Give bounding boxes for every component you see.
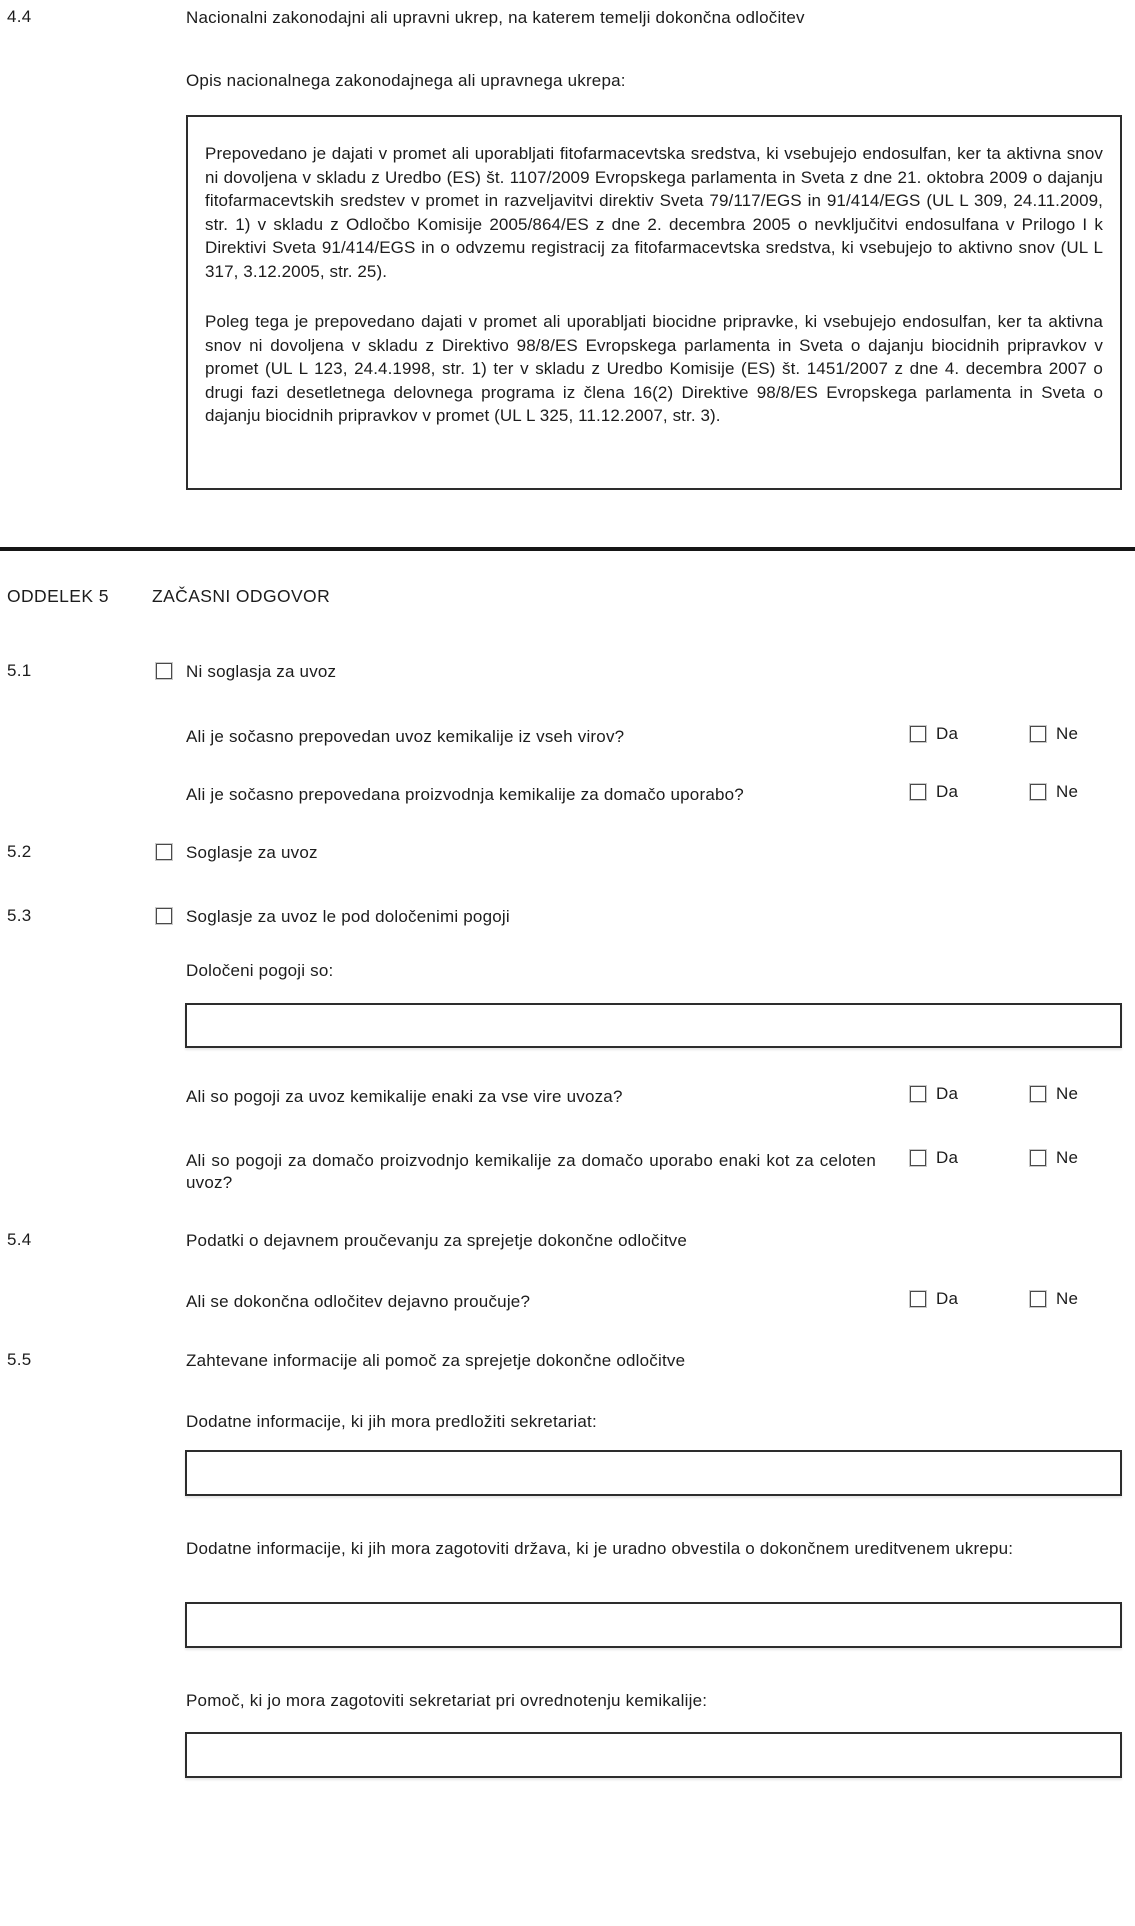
no-label: Ne [1056, 1084, 1079, 1103]
item-number-5-5: 5.5 [7, 1350, 32, 1369]
q-same-conditions-no-checkbox[interactable] [1030, 1086, 1046, 1102]
consent-checkbox[interactable] [156, 844, 172, 860]
no-label: Ne [1056, 1148, 1079, 1167]
state-info-label: Dodatne informacije, ki jih mora zagotoviti država, ki je uradno obvestila o dokončnem ureditvenem ukrepu: [186, 1539, 1014, 1558]
consent-label: Soglasje za uvoz [186, 843, 318, 862]
q-import-banned-no-option[interactable] [1030, 724, 1078, 744]
item-title-5-5: Zahtevane informacije ali pomoč za sprejetje dokončne odločitve [186, 1351, 686, 1370]
conditions-label: Določeni pogoji so: [186, 961, 334, 980]
q-active-consideration-text: Ali se dokončna odločitev dejavno proučuje? [186, 1292, 531, 1311]
conditional-consent-checkbox[interactable] [156, 908, 172, 924]
yes-label: Da [936, 1084, 959, 1103]
conditional-consent-label: Soglasje za uvoz le pod določenimi pogoji [186, 907, 510, 926]
q-same-conditions-text: Ali so pogoji za uvoz kemikalije enaki za vse vire uvoza? [186, 1087, 623, 1106]
q-import-banned-text: Ali je sočasno prepovedan uvoz kemikalije iz vseh virov? [186, 727, 625, 746]
section-5-title: ZAČASNI ODGOVOR [152, 586, 331, 606]
q-same-conditions-yes-option[interactable] [910, 1084, 958, 1104]
q-domestic-conditions-text: Ali so pogoji za domačo proizvodnjo kemikalije za domačo uporabo enaki kot za celoten uvoz? [186, 1151, 876, 1192]
item-title-5-4: Podatki o dejavnem proučevanju za sprejetje dokončne odločitve [186, 1231, 687, 1250]
yes-label: Da [936, 724, 959, 743]
assistance-input-box[interactable] [185, 1732, 1122, 1778]
national-measure-description-box [186, 115, 1122, 490]
no-consent-checkbox[interactable] [156, 663, 172, 679]
conditions-input-box[interactable] [185, 1003, 1122, 1048]
q-domestic-conditions-yes-option[interactable] [910, 1148, 958, 1168]
q-domestic-conditions-no-option[interactable] [1030, 1148, 1078, 1168]
no-label: Ne [1056, 1289, 1079, 1308]
yes-label: Da [936, 1289, 959, 1308]
q-production-banned-yes-option[interactable] [910, 782, 958, 802]
q-production-banned-yes-checkbox[interactable] [910, 784, 926, 800]
no-label: Ne [1056, 782, 1079, 801]
item-number-5-1: 5.1 [7, 661, 32, 680]
description-paragraph-2: Poleg tega je prepovedano dajati v promet ali uporabljati biocidne pripravke, ki vsebujejo endosulfan, ker ta aktivna snov ni dovoljena v skladu z Direktivo 98/8/ES Evropskega parlamenta in Sveta o dajanju biocidnih pripravkov v promet (UL L 123, 24.4.1998, str. 1) ter v skladu z Uredbo Komisije (ES) št. 1451/2007 z dne 4. decembra 2007 o drugi fazi desetletnega delovnega programa iz člena 16(2) Direktive 98/8/ES Evropskega parlamenta in Sveta o dajanju biocidnih pripravkov v promet (UL L 325, 11.12.2007, str. 3). [205, 312, 1103, 425]
item-number-5-2: 5.2 [7, 842, 32, 861]
description-label: Opis nacionalnega zakonodajnega ali upravnega ukrepa: [186, 71, 626, 90]
item-number-4-4: 4.4 [7, 7, 32, 26]
item-number-5-4: 5.4 [7, 1230, 32, 1249]
q-active-consideration-yes-option[interactable] [910, 1289, 958, 1309]
no-label: Ne [1056, 724, 1079, 743]
q-import-banned-yes-option[interactable] [910, 724, 958, 744]
item-title-4-4: Nacionalni zakonodajni ali upravni ukrep, na katerem temelji dokončna odločitev [186, 8, 805, 27]
q-domestic-conditions-yes-checkbox[interactable] [910, 1150, 926, 1166]
item-number-5-3: 5.3 [7, 906, 32, 925]
q-import-banned-no-checkbox[interactable] [1030, 726, 1046, 742]
q-import-banned-yes-checkbox[interactable] [910, 726, 926, 742]
section-divider-rule [0, 547, 1135, 551]
q-production-banned-text: Ali je sočasno prepovedana proizvodnja kemikalije za domačo uporabo? [186, 785, 744, 804]
q-production-banned-no-option[interactable] [1030, 782, 1078, 802]
secretariat-info-input-box[interactable] [185, 1450, 1122, 1496]
secretariat-info-label: Dodatne informacije, ki jih mora predložiti sekretariat: [186, 1412, 597, 1431]
q-same-conditions-yes-checkbox[interactable] [910, 1086, 926, 1102]
q-production-banned-no-checkbox[interactable] [1030, 784, 1046, 800]
q-active-consideration-no-checkbox[interactable] [1030, 1291, 1046, 1307]
section-5-number: ODDELEK 5 [7, 586, 109, 606]
state-info-input-box[interactable] [185, 1602, 1122, 1648]
q-domestic-conditions-no-checkbox[interactable] [1030, 1150, 1046, 1166]
yes-label: Da [936, 1148, 959, 1167]
assistance-label: Pomoč, ki jo mora zagotoviti sekretariat pri ovrednotenju kemikalije: [186, 1691, 708, 1710]
no-consent-label: Ni soglasja za uvoz [186, 662, 337, 681]
description-paragraph-1: Prepovedano je dajati v promet ali uporabljati fitofarmacevtska sredstva, ki vsebujejo endosulfan, ker ta aktivna snov ni dovoljena v skladu z Uredbo (ES) št. 1107/2009 Evropskega parlamenta in Sveta z dne 21. oktobra 2009 o dajanju fitofarmacevtskih sredstev v promet in razveljavitvi direktiv Sveta 79/117/EGS in 91/414/EGS (UL L 309, 24.11.2009, str. 1) v skladu z Odločbo Komisije 2005/864/ES z dne 2. decembra 2005 o nevključitvi endosulfana v Prilogo I k Direktivi Sveta 91/414/EGS in o odvzemu registracij za fitofarmacevtska sredstva, ki vsebujejo to aktivno snov (UL L 317, 3.12.2005, str. 25). [205, 144, 1103, 281]
q-same-conditions-no-option[interactable] [1030, 1084, 1078, 1104]
q-active-consideration-no-option[interactable] [1030, 1289, 1078, 1309]
q-active-consideration-yes-checkbox[interactable] [910, 1291, 926, 1307]
yes-label: Da [936, 782, 959, 801]
